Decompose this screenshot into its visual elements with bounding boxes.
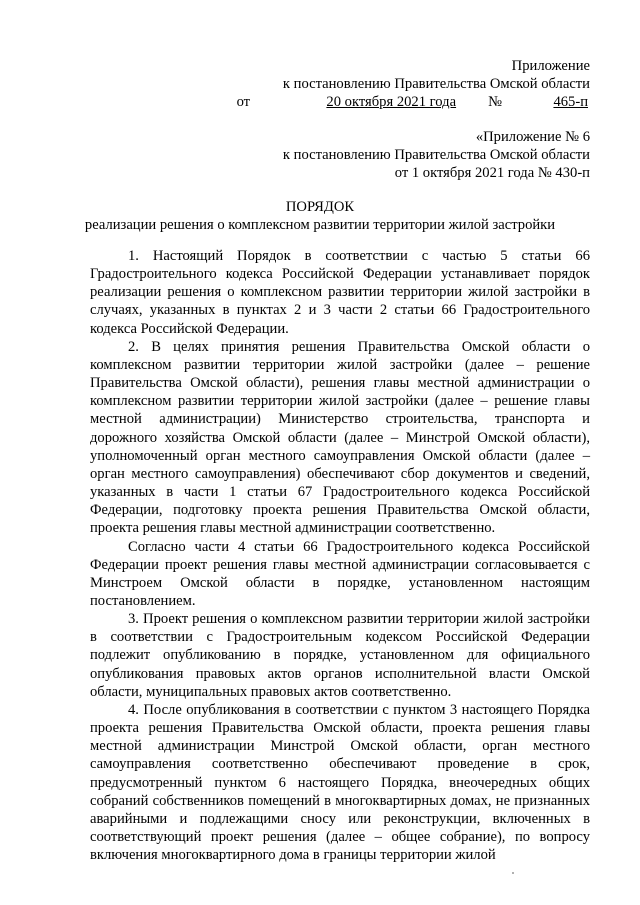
decree-date-number [237,93,590,111]
appendix6-label: «Приложение № 6 [475,129,590,145]
document-body [90,247,590,864]
number-sign: № [488,94,502,110]
appendix-label: Приложение [511,58,590,74]
scan-speck [512,872,514,874]
appendix6-reference: к постановлению Правительства Омской области [282,147,590,163]
decree-number: 465-п [553,94,588,110]
paragraph-4: 4. После опубликования в соответствии с пунктом 3 настоящего Порядка проекта решения Правительства Омской области, проекта решения главы местной администрации Минстрой Омской области, орган местного самоуправления соответственно обеспечивают проведение в срок, предусмотренный пунктом 6 настоящего Порядка, внеочередных общих собраний собственников помещений в многоквартирных домах, не признанных аварийными и подлежащими сносу или реконструкции, включенных в соответствующий проект решения (далее – общее собрание), по вопросу включения многоквартирного дома в границы территории жилой [90,701,590,864]
decree-date: 20 октября 2021 года [326,94,457,110]
paragraph-1: 1. Настоящий Порядок в соответствии с частью 5 статьи 66 Градостроительного кодекса Российской Федерации устанавливает порядок реализации решения о комплексном развитии территории жилой застройки в случаях, указанных в пунктах 2 и 3 части 2 статьи 66 Градостроительного кодекса Российской Федерации. [90,248,590,337]
document-title: ПОРЯДОК [285,199,355,215]
appendix6-date: от 1 октября 2021 года № 430-п [394,165,590,181]
paragraph-2: 2. В целях принятия решения Правительства Омской области о комплексном развитии территории жилой застройки (далее – решение Правительства Омской области), решения главы местной администрации о комплексном развитии территории жилой застройки (далее – решение главы местной администрации) Министерство строительства, транспорта и дорожного хозяйства Омской области (далее – Минстрой Омской области), уполномоченный орган местного самоуправления Омской области (далее – орган местного самоуправления) обеспечивают сбор документов и сведений, указанных в части 1 статьи 67 Градостроительного кодекса Российской Федерации, подготовку проекта решения Правительства Омской области, проекта решения главы местной администрации соответственно. [90,338,590,537]
decree-reference: к постановлению Правительства Омской области [282,76,590,92]
document-subtitle: реализации решения о комплексном развитии территории жилой застройки [84,217,556,233]
paragraph-2-continued: Согласно части 4 статьи 66 Градостроительного кодекса Российской Федерации проект решения главы местной администрации согласовывается с Минстроем Омской области в порядке, установленном настоящим постановлением. [90,538,590,609]
paragraph-3: 3. Проект решения о комплексном развитии территории жилой застройки в соответствии с Градостроительным кодексом Российской Федерации подлежит опубликованию в порядке, установленном для официального опубликования правовых актов органов исполнительной власти Омской области, муниципальных правовых актов соответственно. [90,611,590,700]
date-prefix: от [236,94,251,110]
